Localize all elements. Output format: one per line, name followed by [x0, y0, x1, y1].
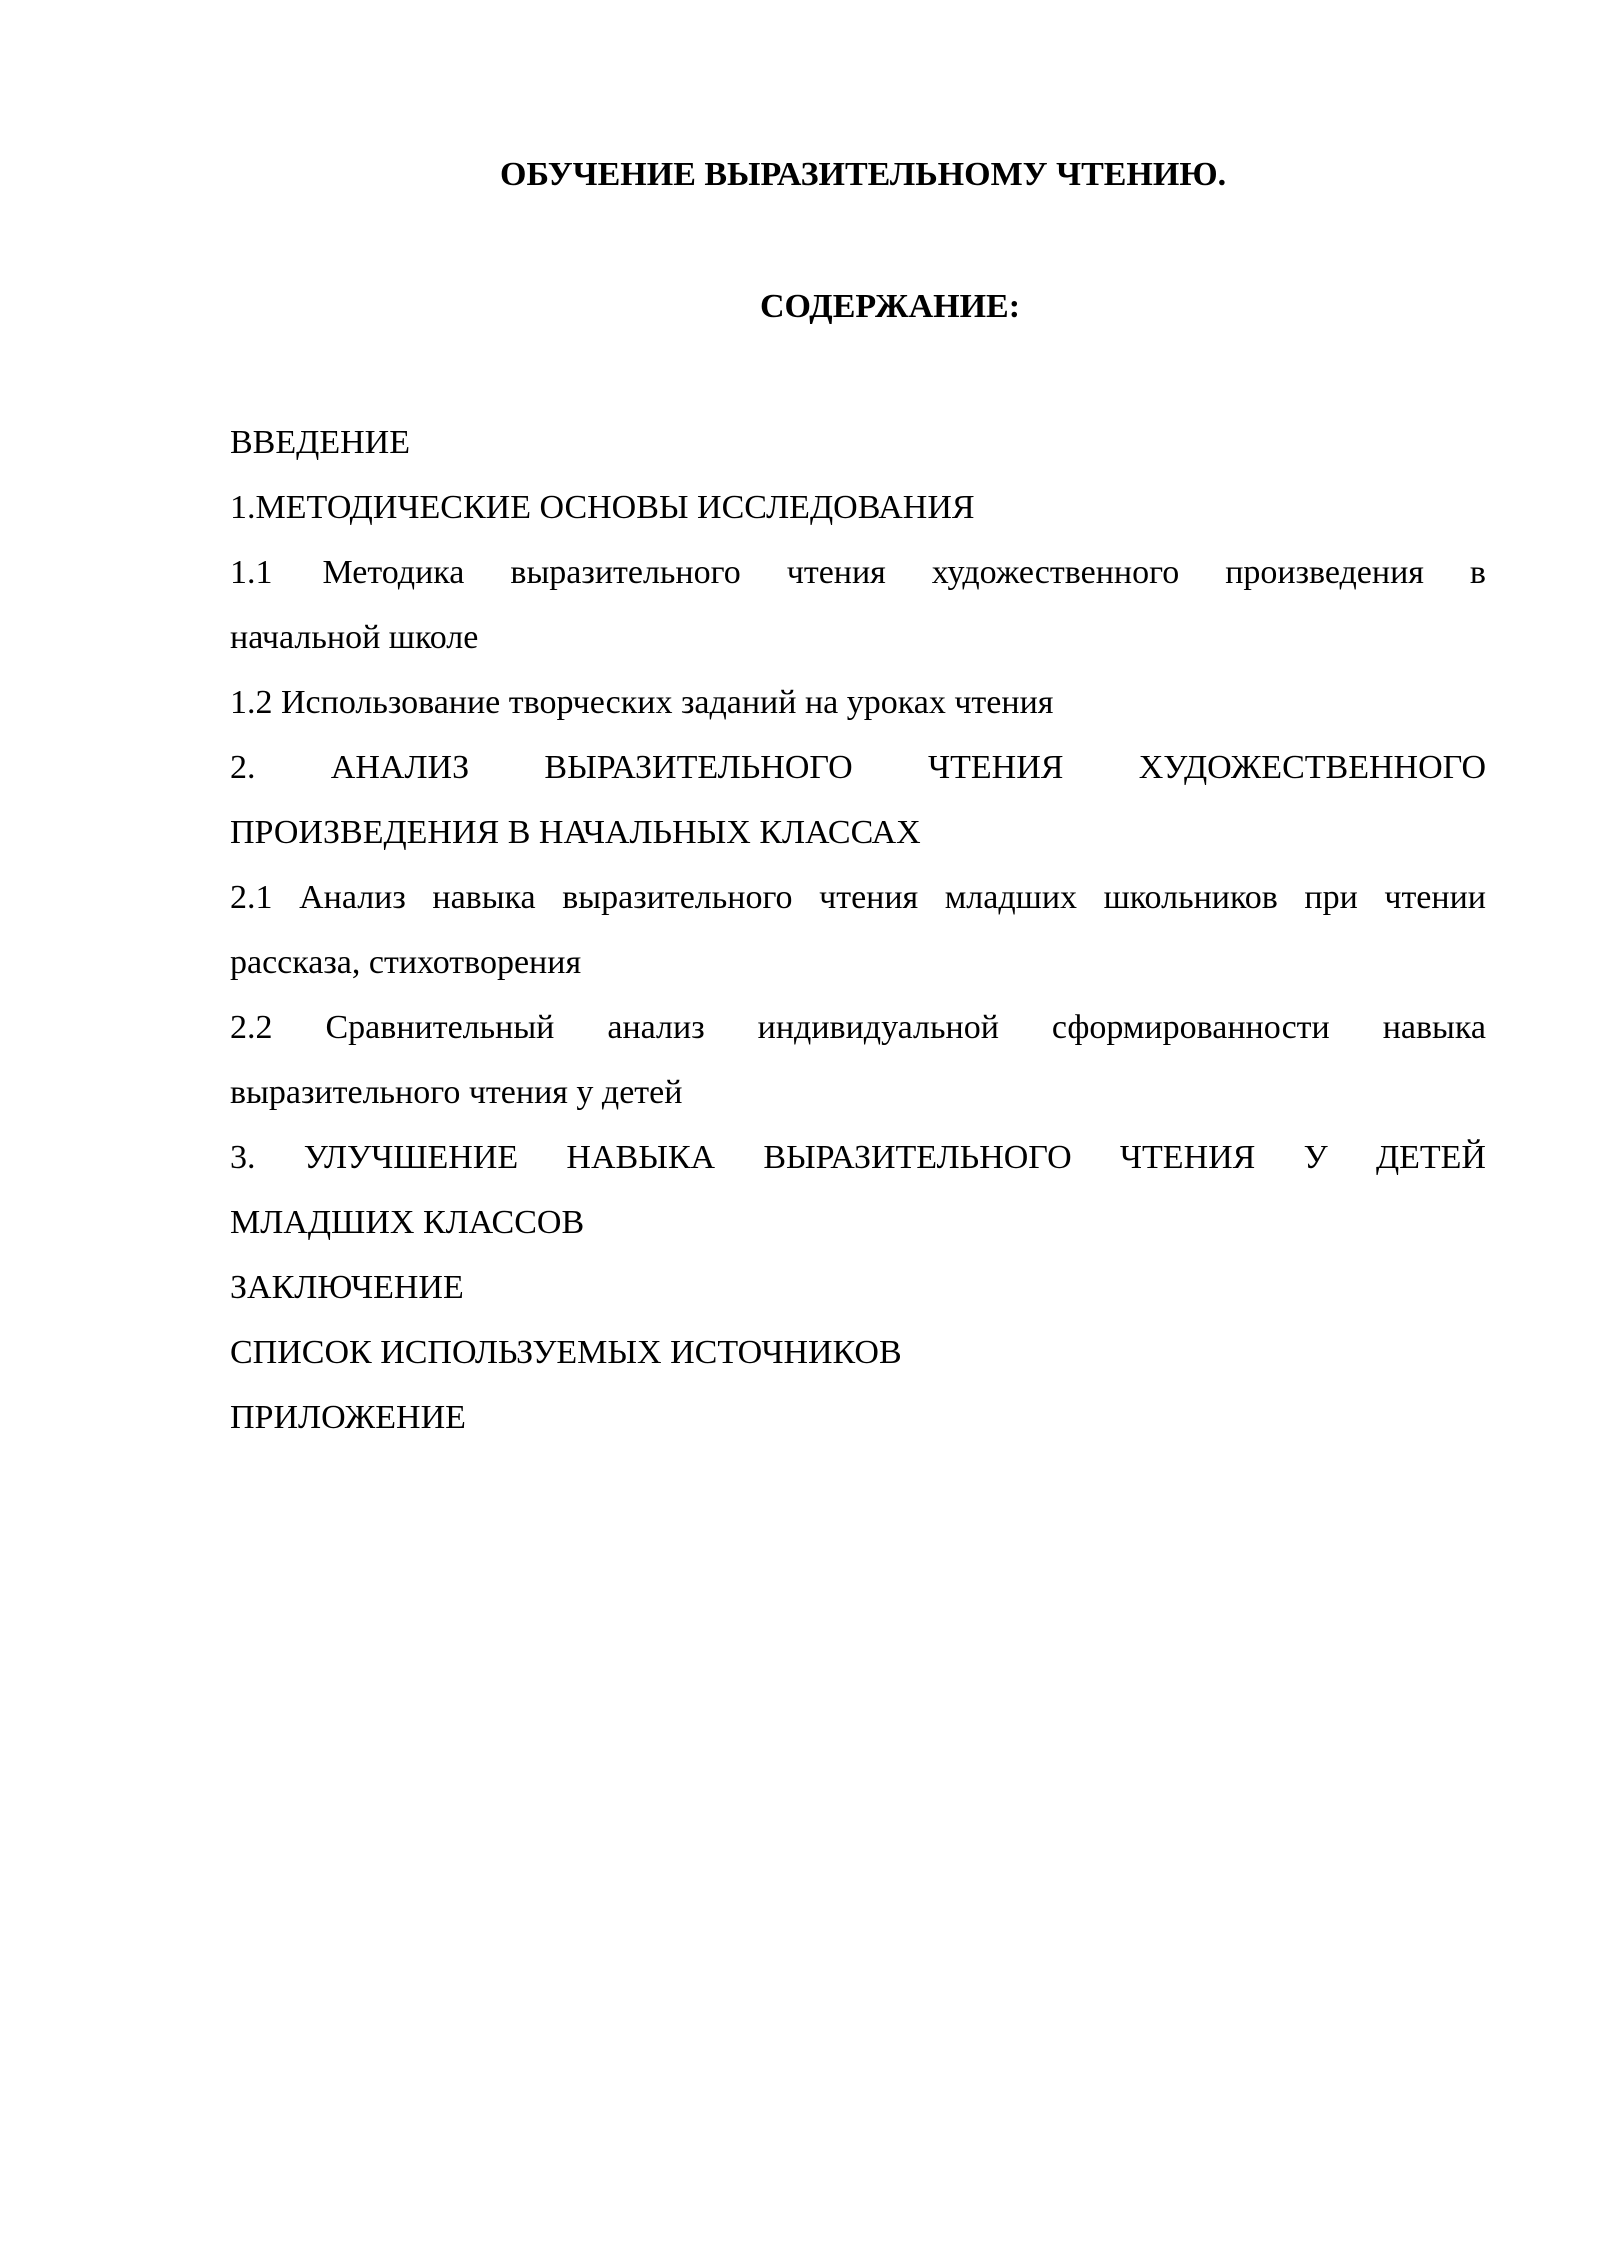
- toc-item-section-1-1-text: Методика выразительного чтения художественного произведения в: [322, 554, 1486, 591]
- toc-item-section-2-2-line2: выразительного чтения у детей: [230, 1074, 683, 1111]
- table-of-contents: [230, 410, 1486, 1450]
- toc-item-section-1-1: [230, 540, 1486, 670]
- toc-item-section-3-line1: 3. УЛУЧШЕНИЕ НАВЫКА ВЫРАЗИТЕЛЬНОГО ЧТЕНИЯ У ДЕТЕЙ: [230, 1139, 1486, 1176]
- toc-item-section-3: [230, 1125, 1486, 1255]
- toc-item-appendix: ПРИЛОЖЕНИЕ: [230, 1399, 466, 1436]
- toc-item-section-2: [230, 735, 1486, 865]
- toc-item-section-1-1-line1: [230, 540, 1486, 605]
- toc-item-section-2-1-line1: 2.1 Анализ навыка выразительного чтения младших школьников при чтении: [230, 879, 1486, 916]
- toc-item-conclusion: ЗАКЛЮЧЕНИЕ: [230, 1269, 464, 1306]
- toc-item-intro: ВВЕДЕНИЕ: [230, 424, 410, 461]
- toc-item-section-1: 1.МЕТОДИЧЕСКИЕ ОСНОВЫ ИССЛЕДОВАНИЯ: [230, 489, 975, 526]
- toc-item-section-1-1-line2: начальной школе: [230, 619, 479, 656]
- document-title: ОБУЧЕНИЕ ВЫРАЗИТЕЛЬНОМУ ЧТЕНИЮ.: [500, 156, 1227, 193]
- toc-item-section-2-line1: 2. АНАЛИЗ ВЫРАЗИТЕЛЬНОГО ЧТЕНИЯ ХУДОЖЕСТВЕННОГО: [230, 749, 1486, 786]
- toc-item-section-1-2: 1.2 Использование творческих заданий на уроках чтения: [230, 684, 1054, 721]
- toc-item-section-2-1-line2: рассказа, стихотворения: [230, 944, 582, 981]
- toc-item-sources: СПИСОК ИСПОЛЬЗУЕМЫХ ИСТОЧНИКОВ: [230, 1334, 902, 1371]
- toc-item-section-2-line2: ПРОИЗВЕДЕНИЯ В НАЧАЛЬНЫХ КЛАССАХ: [230, 814, 921, 851]
- toc-item-section-3-line2: МЛАДШИХ КЛАССОВ: [230, 1204, 585, 1241]
- toc-item-section-2-1: [230, 865, 1486, 995]
- toc-item-section-1-1-number: 1.1: [230, 554, 273, 591]
- toc-heading: СОДЕРЖАНИЕ:: [760, 288, 1021, 325]
- toc-item-section-2-2-line1: 2.2 Сравнительный анализ индивидуальной сформированности навыка: [230, 1009, 1486, 1046]
- toc-item-section-2-2: [230, 995, 1486, 1125]
